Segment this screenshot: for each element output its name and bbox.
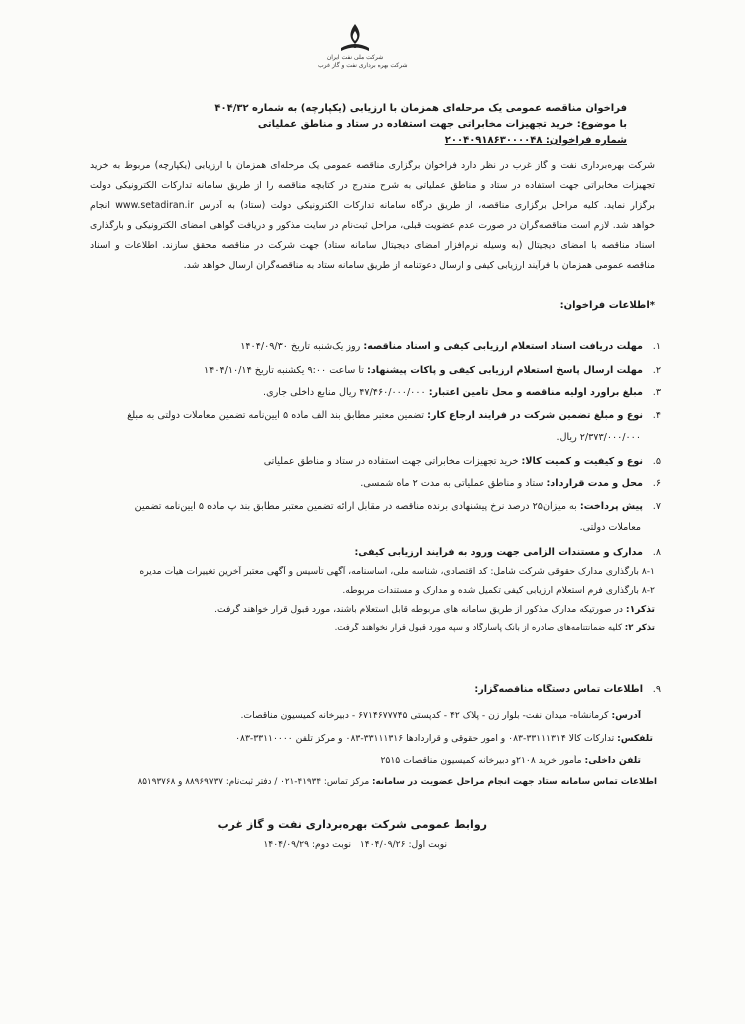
public-relations-signature: روابط عمومی شرکت بهره‌برداری نفت و گاز غرب — [217, 818, 487, 831]
note-1: تذکر۱: در صورتیکه مدارک مذکور از طریق سامانه های مربوطه قابل استعلام باشند، مورد قبول قرار خواهند گرفت. — [214, 604, 655, 615]
intro-line-1: شرکت بهره‌برداری نفت و گاز غرب در نظر دارد فراخوان برگزاری مناقصه عمومی یک مرحله‌ای همزمان با ارزیابی (یکپارچه) مربوط به خرید — [90, 160, 655, 171]
note-2: تذکر ۲: کلیه ضمانتنامه‌های صادره از بانک پاسارگاد و سپه مورد قبول قرار نخواهند گرفت. — [334, 623, 655, 633]
oil-flame-emblem-icon — [335, 22, 375, 54]
info-item-1: ۱.مهلت دریافت اسناد استعلام ارزیابی کیفی و اسناد مناقصه: روز یک‌شنبه تاریخ ۱۴۰۴/۰۹/۳۰ — [240, 341, 661, 352]
info-item-value: تا ساعت ۹:۰۰ یکشنبه تاریخ ۱۴۰۴/۱۰/۱۴ — [204, 365, 367, 376]
info-item-2: ۲.مهلت ارسال پاسخ استعلام ارزیابی کیفی و پاکات پیشنهاد: تا ساعت ۹:۰۰ یکشنبه تاریخ ۱۴۰۴/۱۰/۱۴ — [204, 365, 661, 376]
info-item-4-continued: ۲/۳۷۳/۰۰۰/۰۰۰ ریال. — [556, 432, 641, 443]
logo-line-2: شرکت بهره برداری نفت و گاز غرب — [318, 62, 408, 69]
info-item-label: مدارک و مستندات الزامی جهت ورود به فرآیند ارزیابی کیفی: — [354, 547, 643, 558]
setad-contact: اطلاعات تماس سامانه ستاد جهت انجام مراحل عضویت در سامانه: مرکز تماس: ۴۱۹۳۴-۰۲۱ / دفتر ثبت‌نام: ۸۸۹۶۹۷۳۷ و ۸۵۱۹۳۷۶۸ — [137, 777, 657, 787]
info-item-label: پیش پرداخت: — [579, 501, 643, 512]
info-item-4: ۴.نوع و مبلغ تضمین شرکت در فرآیند ارجاع کار: تضمین معتبر مطابق بند الف ماده ۵ آیین‌نامه تضمین معاملات دولتی به مبلغ — [127, 410, 661, 421]
info-item-value: به میزان۲۵ درصد نرخ پیشنهادی برنده مناقصه در مقابل ارائه تضمین معتبر مطابق بند پ ماده ۵ آیین‌نامه تضمین — [134, 501, 580, 512]
required-doc-8-1: ۸-۱ بارگذاری مدارک حقوقی شرکت شامل: کد اقتصادی، شناسه ملی، اساسنامه، آگهی تأسیس و آگهی معتبر آخرین تغییرات هیأت مدیره — [139, 566, 655, 577]
info-item-8: ۸.مدارک و مستندات الزامی جهت ورود به فرآیند ارزیابی کیفی: — [354, 547, 661, 558]
intro-line-6: مناقصه عمومی همزمان با فرآیند ارزیابی کیفی و ارسال دعوتنامه از طریق سامانه ستاد به مناقصه‌گران ارسال خواهد شد. — [183, 260, 655, 271]
info-item-value: تضمین معتبر مطابق بند الف ماده ۵ آیین‌نامه تضمین معاملات دولتی به مبلغ — [127, 410, 428, 421]
tender-subject: با موضوع: خرید تجهیزات مخابراتی جهت استفاده در ستاد و مناطق عملیاتی — [257, 119, 627, 130]
info-item-value: ستاد و مناطق عملیاتی به مدت ۲ ماه شمسی. — [360, 478, 547, 489]
info-item-label: نوع و کیفیت و کمیت کالا: — [521, 456, 643, 467]
info-item-6: ۶.محل و مدت قرارداد: ستاد و مناطق عملیاتی به مدت ۲ ماه شمسی. — [360, 478, 661, 489]
info-item-label: مهلت دریافت اسناد استعلام ارزیابی کیفی و اسناد مناقصه: — [363, 341, 643, 352]
info-item-label: مهلت ارسال پاسخ استعلام ارزیابی کیفی و پاکات پیشنهاد: — [367, 365, 643, 376]
publication-dates: نوبت اول: ۱۴۰۴/۰۹/۲۶ نوبت دوم: ۱۴۰۴/۰۹/۲۹ — [263, 839, 447, 850]
info-heading: *اطلاعات فراخوان: — [559, 300, 655, 311]
required-doc-8-2: ۸-۲ بارگذاری فرم استعلام ارزیابی کیفی تکمیل شده و مدارک و مستندات مربوطه. — [342, 585, 655, 596]
company-logo — [318, 22, 408, 70]
contact-telefax: تلفکس: تدارکات کالا ۳۳۱۱۱۳۱۴-۰۸۳ و امور حقوقی و قراردادها ۳۳۱۱۱۳۱۶-۰۸۳ و مرکز تلفن ۳۳۱۱۰۰۰۰-۰۸۳ — [235, 733, 653, 744]
contact-heading: ۹.اطلاعات تماس دستگاه مناقصه‌گزار: — [474, 684, 661, 695]
contact-address: آدرس: کرمانشاه- میدان نفت- بلوار زن - پلاک ۴۲ - کدپستی ۶۷۱۴۶۷۷۷۴۵ - دبیرخانه کمیسیون مناقصات. — [240, 710, 641, 721]
info-item-value: ۴۷/۴۶۰/۰۰۰/۰۰۰ ریال منابع داخلی جاری. — [263, 387, 429, 398]
info-item-5: ۵.نوع و کیفیت و کمیت کالا: خرید تجهیزات مخابراتی جهت استفاده در ستاد و مناطق عملیاتی — [263, 456, 661, 467]
info-item-7: ۷.پیش پرداخت: به میزان۲۵ درصد نرخ پیشنهادی برنده مناقصه در مقابل ارائه تضمین معتبر مطابق بند پ ماده ۵ آیین‌نامه تضمین — [134, 501, 661, 512]
intro-line-5: اسناد مناقصه با امضای دیجیتال (به وسیله نرم‌افزار امضای دیجیتال سامانه ستاد) جهت شرکت در مناقصه محقق سازند. اطلاعات و اسناد — [90, 240, 655, 251]
info-item-label: مبلغ برآورد اولیه مناقصه و محل تأمین اعتبار: — [428, 387, 643, 398]
intro-line-3: برگزار نماید. کلیه مراحل برگزاری مناقصه، از طریق درگاه سامانه تدارکات الکترونیکی دولت (ستاد) به آدرس www.setadiran.ir انجام — [90, 200, 655, 211]
info-item-3: ۳.مبلغ برآورد اولیه مناقصه و محل تأمین اعتبار: ۴۷/۴۶۰/۰۰۰/۰۰۰ ریال منابع داخلی جاری. — [263, 387, 661, 398]
tender-title: فراخوان مناقصه عمومی یک مرحله‌ای همزمان با ارزیابی (یکپارچه) به شماره ۴۰۴/۳۲ — [214, 103, 627, 114]
contact-extension: تلفن داخلی: مأمور خرید ۲۱۰۸و دبیرخانه کمیسیون مناقصات ۲۵۱۵ — [380, 755, 641, 766]
info-item-label: محل و مدت قرارداد: — [546, 478, 643, 489]
call-number: شماره فراخوان: ۲۰۰۴۰۹۱۸۶۳۰۰۰۰۴۸ — [444, 135, 627, 146]
info-item-label: نوع و مبلغ تضمین شرکت در فرآیند ارجاع کار: — [427, 410, 643, 421]
intro-line-2: تجهیزات مخابراتی جهت استفاده در ستاد و مناطق عملیاتی به شرح مندرج در کتابچه مناقصه را از طریق سامانه تدارکات الکترونیکی دولت — [90, 180, 655, 191]
info-item-value: روز یک‌شنبه تاریخ ۱۴۰۴/۰۹/۳۰ — [240, 341, 364, 352]
info-item-value: خرید تجهیزات مخابراتی جهت استفاده در ستاد و مناطق عملیاتی — [263, 456, 522, 467]
info-item-7-continued: معاملات دولتی. — [579, 522, 641, 533]
intro-line-4: خواهد شد. لازم است مناقصه‌گران در صورت عدم عضویت قبلی، مراحل ثبت‌نام در سایت مذکور و دریافت گواهی امضای الکترونیکی و بارگذاری — [90, 220, 655, 231]
logo-line-1: شرکت ملی نفت ایران — [326, 54, 384, 61]
